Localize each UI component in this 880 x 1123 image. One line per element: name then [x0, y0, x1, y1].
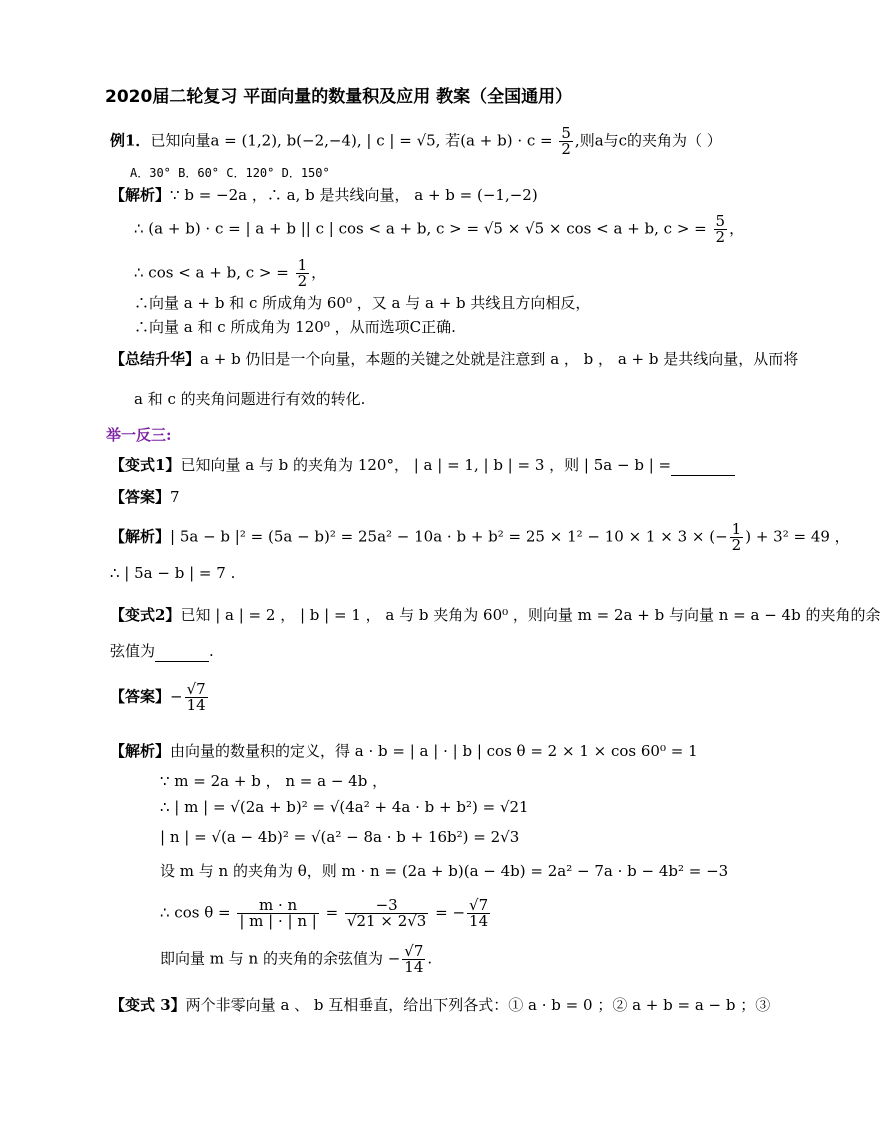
page-title: 2020届二轮复习 平面向量的数量积及应用 教案（全国通用） — [105, 87, 573, 107]
example1-stem — [110, 126, 722, 157]
fraction: $\frac{√7}{14}$ — [469, 896, 489, 930]
fraction: $\frac{1}{2}$ — [731, 520, 742, 554]
variant2-analysis-5: 设 m 与 n 的夹角为 θ，则 m · n = (2a + b)(a − 4b) = 2a² − 7a · b − 4b² = −3 — [160, 862, 729, 880]
fraction: $\frac{1}{2}$ — [297, 256, 308, 290]
variant1-answer: 【答案】7 — [110, 488, 180, 506]
answer-blank — [155, 645, 209, 662]
analysis-label: 【解析】 — [110, 186, 171, 204]
example1-analysis-1: 【解析】∵ b = −2a ，∴ a, b 是共线向量， a + b = (−1,−2) — [110, 186, 538, 204]
summary-label: 【总结升华】 — [110, 350, 201, 368]
variant2-stem-2: 弦值为 . — [110, 642, 214, 660]
example1-head: 例1． — [110, 131, 151, 150]
variant3-stem: 【变式 3】两个非零向量 a 、 b 互相垂直，给出下列各式：① a · b = 0 ；② a + b = a − b ；③ — [110, 996, 771, 1014]
fraction: $\frac{5}{2}$ — [715, 212, 726, 246]
example1-stem-a: 已知向量a = (1,2), b(−2,−4), | c | = √5, 若(a + b) · c = — [150, 131, 558, 150]
section-heading: 举一反三: — [106, 426, 172, 444]
variant2-analysis-1: 【解析】由向量的数量积的定义，得 a · b = | a | · | b | cos θ = 2 × 1 × cos 60⁰ = 1 — [110, 742, 698, 760]
variant1-analysis-1: 【解析】| 5a − b |² = (5a − b)² = 25a² − 10a · b + b² = 25 × 1² − 10 × 1 × 3 × (− $\frac{1}{2}$ ) + 3² = 49 ， — [110, 520, 850, 554]
example1-choices: A．30° B．60° C．120° D．150° — [130, 166, 330, 180]
variant2-analysis-7: 即向量 m 与 n 的夹角的余弦值为 − $\frac{√7}{14}$ . — [160, 942, 433, 976]
fraction: $\frac{m \cdot n}{| m | \cdot | n |}$ — [239, 896, 317, 930]
variant2-analysis-4: | n | = √(a − 4b)² = √(a² − 8a · b + 16b²) = 2√3 — [160, 828, 520, 846]
variant2-stem-1: 【变式2】已知 | a | = 2 ， | b | = 1 ， a 与 b 夹角为 60⁰ ，则向量 m = 2a + b 与向量 n = a − 4b 的夹角的余 — [110, 606, 880, 624]
answer-blank — [671, 459, 735, 476]
fraction: $\frac{√7}{14}$ — [186, 680, 206, 714]
variant2-analysis-6: ∴ cos θ = $\frac{m \cdot n}{| m | \cdot | n |}$ = $\frac{-3}{√21 \times 2√3}$ = − $\frac{√7}{14}$ — [160, 896, 489, 930]
variant2-analysis-3: ∴ | m | = √(2a + b)² = √(4a² + 4a · b + b²) = √21 — [160, 798, 529, 816]
example1-summary-1: 【总结升华】a + b 仍旧是一个向量，本题的关键之处就是注意到 a ， b ， a + b 是共线向量，从而将 — [110, 350, 799, 368]
example1-analysis-2: ∴ (a + b) · c = | a + b || c | cos < a + b, c > = √5 × √5 × cos < a + b, c > = $\frac{5}{2}$ ， — [134, 212, 745, 246]
example1-fraction: $\frac{5}{2}$ — [561, 124, 571, 158]
variant1-analysis-2: ∴ | 5a − b | = 7 . — [110, 564, 236, 582]
example1-summary-2: a 和 c 的夹角问题进行有效的转化. — [134, 390, 366, 408]
fraction: $\frac{-3}{√21 \times 2√3}$ — [346, 896, 427, 930]
variant2-analysis-2: ∵ m = 2a + b ， n = a − 4b ， — [160, 772, 388, 790]
fraction: $\frac{√7}{14}$ — [404, 942, 424, 976]
variant1-stem: 【变式1】已知向量 a 与 b 的夹角为 120°， | a | = 1, | b | = 3 ，则 | 5a − b | = — [110, 454, 735, 476]
example1-analysis-5: ∴向量 a 和 c 所成角为 120⁰ ，从而选项C正确. — [134, 318, 456, 336]
variant2-answer: 【答案】− $\frac{√7}{14}$ — [110, 680, 206, 714]
example1-analysis-3: ∴ cos < a + b, c > = $\frac{1}{2}$ ， — [134, 256, 327, 290]
example1-stem-b: ,则a与c的夹角为（ ） — [574, 131, 722, 150]
example1-analysis-4: ∴向量 a + b 和 c 所成角为 60⁰ ，又 a 与 a + b 共线且方向相反， — [134, 294, 591, 312]
